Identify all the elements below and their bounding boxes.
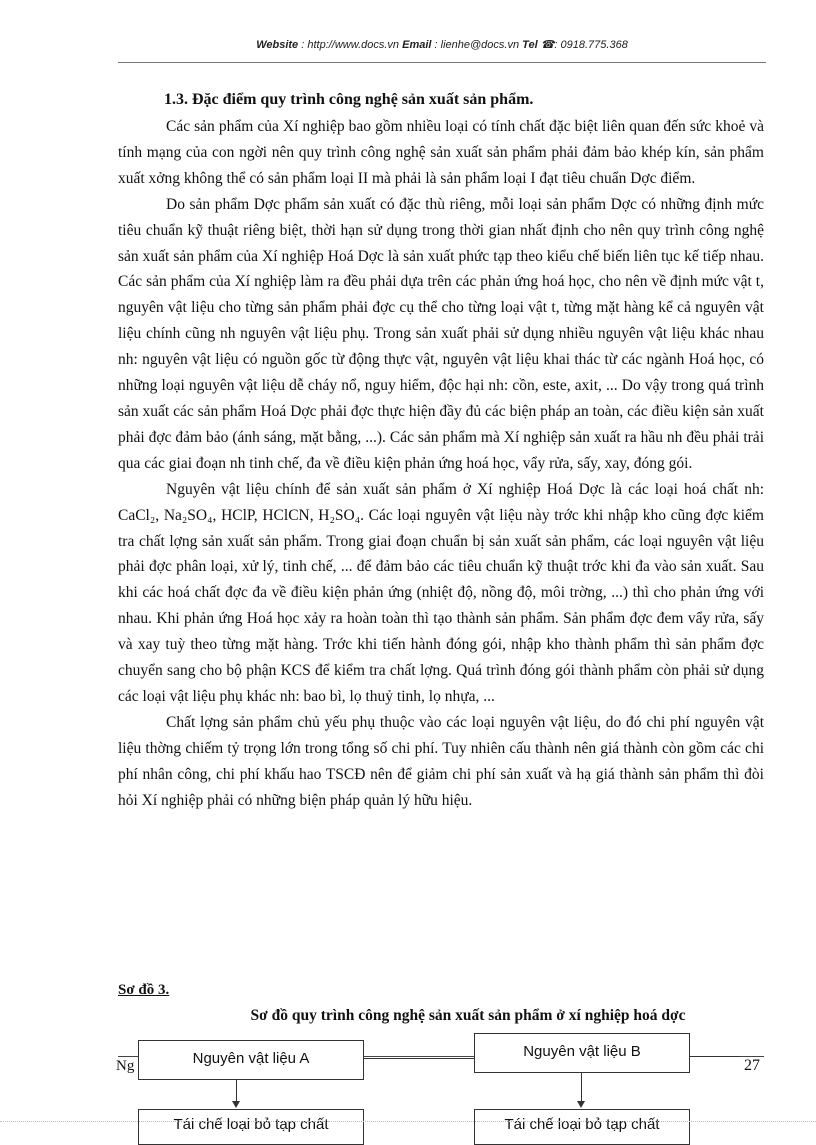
connector-line [690,1056,740,1057]
diagram-title: Sơ đồ quy trình công nghệ sản xuất sản phẩm ở xí nghiệp hoá dợc [250,1007,686,1024]
diagram-label: Sơ đồ 3. [118,982,170,998]
material-b-box: Nguyên vật liệu B [474,1033,690,1073]
paragraph: Do sản phẩm Dợc phẩm sản xuất có đặc thù riêng, mỗi loại sản phẩm Dợc có những định mức tiêu chuẩn kỹ thuật riêng biệt, thời hạn sử dụng trong thời gian nhất định cho nên quy trình công nghệ sản xuất sản phẩm của Xí nghiệp Hoá Dợc là sản xuất phức tạp theo kiểu chế biến liên tục kế tiếp nhau. Các sản phẩm của Xí nghiệp làm ra đều phải dựa trên các phản ứng hoá học, cho nên về định mức vật t, nguyên vật liệu cho từng sản phẩm phải đợc cụ thể cho từng loại vật t, từng mặt hàng kể cả nguyên vật liệu chính cũng nh nguyên vật liệu phụ. Trong sản xuất phải sử dụng nhiều nguyên vật liệu khác nhau nh: nguyên vật liệu có nguồn gốc từ động thực vật, nguyên vật liệu khai thác từ các ngành Hoá học, có những loại nguyên vật liệu dễ cháy nổ, nguy hiểm, độc hại nh: cồn, este, axit, ... Do vậy trong quá trình sản xuất các sản phẩm Hoá Dợc phải đợc thực hiện đầy đủ các biện pháp an toàn, các điều kiện sản xuất phải đợc đảm bảo (ánh sáng, mặt bằng, ...). Các sản phẩm mà Xí nghiệp sản xuất ra hầu nh đều phải trải qua các giai đoạn nh tinh chế, đa về điều kiện phản ứng hoá học, vẩy rửa, sấy, xay, đóng gói. [118,195,764,472]
arrow-line [236,1080,237,1102]
arrow-down-icon [232,1101,240,1108]
paragraph: Các sản phẩm của Xí nghiệp bao gồm nhiều loại có tính chất đặc biệt liên quan đến sức khoẻ và tính mạng của con ngời nên quy trình công nghệ sản xuất sản phẩm phải đảm bảo khép kín, sản phẩm xuất xởng không thể có sản phẩm loại II mà phải là sản phẩm loại I đạt tiêu chuẩn Dợc điểm. [118,118,764,187]
footer-text: Ng [116,1058,135,1074]
paragraph: Chất lợng sản phẩm chủ yếu phụ thuộc vào các loại nguyên vật liệu, do đó chi phí nguyên vật liệu thờng chiếm tỷ trọng lớn trong tổng số chi phí. Tuy nhiên cấu thành nên giá thành còn gồm các chi phí nhân công, chi phí khấu hao TSCĐ nên để giảm chi phí sản xuất và hạ giá thành sản phẩm thì đòi hỏi Xí nghiệp phải có những biện pháp quản lý hữu hiệu. [118,713,764,809]
material-a-box: Nguyên vật liệu A [138,1040,364,1080]
email-label: Email [402,39,432,51]
email-value: : lienhe@docs.vn [431,39,523,51]
tel-value: : 0918.775.368 [554,39,628,51]
arrow-down-icon [577,1101,585,1108]
page-number: 27 [744,1057,760,1074]
paragraph: Nguyên vật liệu chính để sản xuất sản phẩm ở Xí nghiệp Hoá Dợc là các loại hoá chất nh: CaCl₂, Na₂SO₄, HClP, HClCN, H₂SO₄. Các loại nguyên vật liệu này trớc khi nhập kho cũng đợc kiểm tra chất lợng sản xuất sản phẩm. Trong giai đoạn chuẩn bị sản xuất sản phẩm, các loại nguyên vật liệu phải đợc phân loại, xử lý, tinh chế, ... để đảm bảo các tiêu chuẩn kỹ thuật trớc khi đa vào sản xuất. Sau khi các hoá chất đợc đa về điều kiện phản ứng (nhiệt độ, nồng độ, môi trờng, ...) thì cho phản ứng với nhau. Khi phản ứng Hoá học xảy ra hoàn toàn thì tạo thành sản phẩm. Sản phẩm đợc đem vẩy rửa, sấy và xay tuỳ theo từng mặt hàng. Trớc khi tiến hành đóng gói, nhập kho thành phẩm thì sản phẩm đợc chuyển sang cho bộ phận KCS để kiểm tra chất lợng. Quá trình đóng gói thành phẩm còn phải sử dụng các loại vật liệu phụ khác nh: bao bì, lọ thuỷ tinh, lọ nhựa, ... [118,480,764,705]
refining-box-b: Tái chế loại bỏ tạp chất [474,1109,690,1145]
website-label: Website [256,39,299,51]
connector-line [364,1058,474,1059]
phone-icon: ☎ [540,39,555,51]
page-header [118,38,766,51]
website-value: : http://www.docs.vn [298,39,403,51]
body-text [118,114,764,813]
page-bottom-edge [0,1121,816,1122]
header-divider [118,62,766,63]
arrow-line [581,1073,582,1102]
tel-label: Tel [522,39,538,51]
refining-box-a: Tái chế loại bỏ tạp chất [138,1109,364,1145]
section-title: 1.3. Đặc điểm quy trình công nghệ sản xuất sản phẩm. [164,91,534,108]
